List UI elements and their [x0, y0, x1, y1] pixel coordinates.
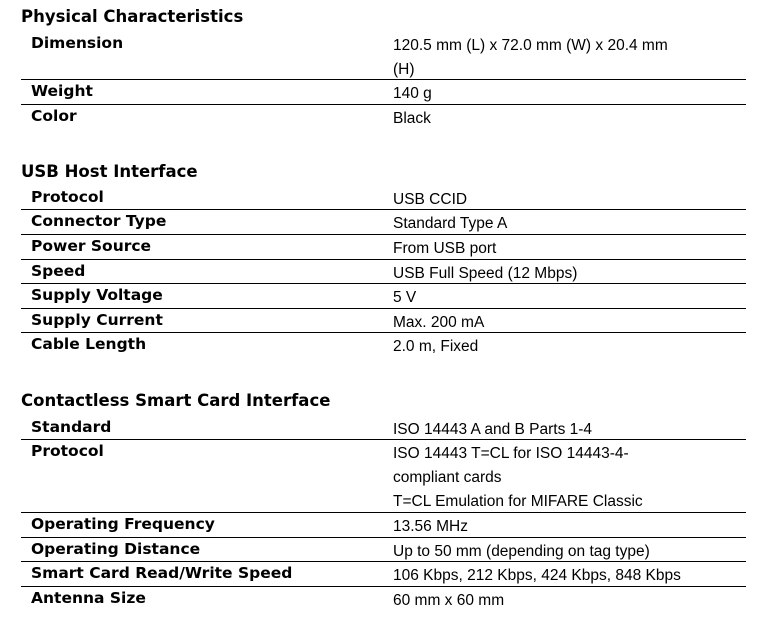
spec-label: Dimension — [31, 34, 124, 52]
spec-value — [393, 335, 733, 359]
spec-value — [393, 564, 733, 588]
spec-value — [393, 311, 733, 335]
spec-value-line: Max. 200 mA — [393, 314, 485, 331]
spec-row — [21, 284, 746, 309]
spec-row — [21, 235, 746, 260]
spec-value-line: ISO 14443 A and B Parts 1-4 — [393, 421, 593, 438]
spec-label: Connector Type — [31, 212, 167, 230]
spec-value-line: Standard Type A — [393, 215, 508, 232]
spec-value — [393, 515, 733, 539]
spec-value-line: 60 mm x 60 mm — [393, 592, 505, 609]
spec-value — [393, 82, 733, 106]
spec-row — [21, 416, 746, 440]
spec-row — [21, 562, 746, 587]
spec-label: Supply Voltage — [31, 286, 163, 304]
spec-row — [21, 513, 746, 538]
spec-value-line: 2.0 m, Fixed — [393, 338, 479, 355]
spec-value — [393, 212, 733, 236]
spec-value — [393, 34, 733, 82]
spec-table — [21, 416, 746, 611]
spec-label: Cable Length — [31, 335, 147, 353]
spec-label: Protocol — [31, 188, 104, 206]
spec-value-line: compliant cards — [393, 469, 502, 486]
spec-value-line: T=CL Emulation for MIFARE Classic — [393, 493, 643, 510]
spec-value-line: ISO 14443 T=CL for ISO 14443-4- — [393, 445, 629, 462]
spec-value-line: Black — [393, 110, 431, 127]
spec-row — [21, 32, 746, 80]
spec-value-line: 5 V — [393, 289, 417, 306]
spec-value-line: (H) — [393, 61, 415, 78]
spec-row — [21, 210, 746, 235]
spec-value-line: 140 g — [393, 85, 432, 102]
spec-value — [393, 540, 733, 564]
spec-value — [393, 107, 733, 131]
spec-table — [21, 32, 746, 129]
spec-table — [21, 186, 746, 357]
spec-row — [21, 309, 746, 333]
spec-row — [21, 105, 746, 129]
spec-label: Color — [31, 107, 77, 125]
spec-label: Speed — [31, 262, 86, 280]
section-title: Physical Characteristics — [21, 7, 244, 26]
spec-value-line: Up to 50 mm (depending on tag type) — [393, 543, 650, 560]
spec-value-line: From USB port — [393, 240, 497, 257]
spec-value — [393, 442, 733, 514]
spec-label: Smart Card Read/Write Speed — [31, 564, 293, 582]
spec-row — [21, 333, 746, 357]
spec-label: Protocol — [31, 442, 104, 460]
spec-row — [21, 80, 746, 105]
section-title: USB Host Interface — [21, 162, 198, 181]
spec-row — [21, 186, 746, 210]
spec-row — [21, 538, 746, 562]
spec-value — [393, 188, 733, 212]
spec-label: Weight — [31, 82, 93, 100]
spec-label: Supply Current — [31, 311, 163, 329]
spec-value — [393, 237, 733, 261]
spec-value-line: USB Full Speed (12 Mbps) — [393, 265, 578, 282]
spec-label: Operating Frequency — [31, 515, 215, 533]
spec-value-line: USB CCID — [393, 191, 468, 208]
spec-row — [21, 260, 746, 284]
spec-label: Antenna Size — [31, 589, 146, 607]
spec-row — [21, 440, 746, 513]
spec-value-line: 120.5 mm (L) x 72.0 mm (W) x 20.4 mm — [393, 37, 668, 54]
spec-value — [393, 589, 733, 613]
spec-label: Power Source — [31, 237, 152, 255]
spec-value-line: 13.56 MHz — [393, 518, 468, 535]
spec-row — [21, 587, 746, 611]
spec-value — [393, 286, 733, 310]
spec-value — [393, 418, 733, 442]
spec-label: Operating Distance — [31, 540, 201, 558]
spec-value-line: 106 Kbps, 212 Kbps, 424 Kbps, 848 Kbps — [393, 567, 681, 584]
spec-label: Standard — [31, 418, 112, 436]
section-title: Contactless Smart Card Interface — [21, 391, 331, 410]
spec-value — [393, 262, 733, 286]
